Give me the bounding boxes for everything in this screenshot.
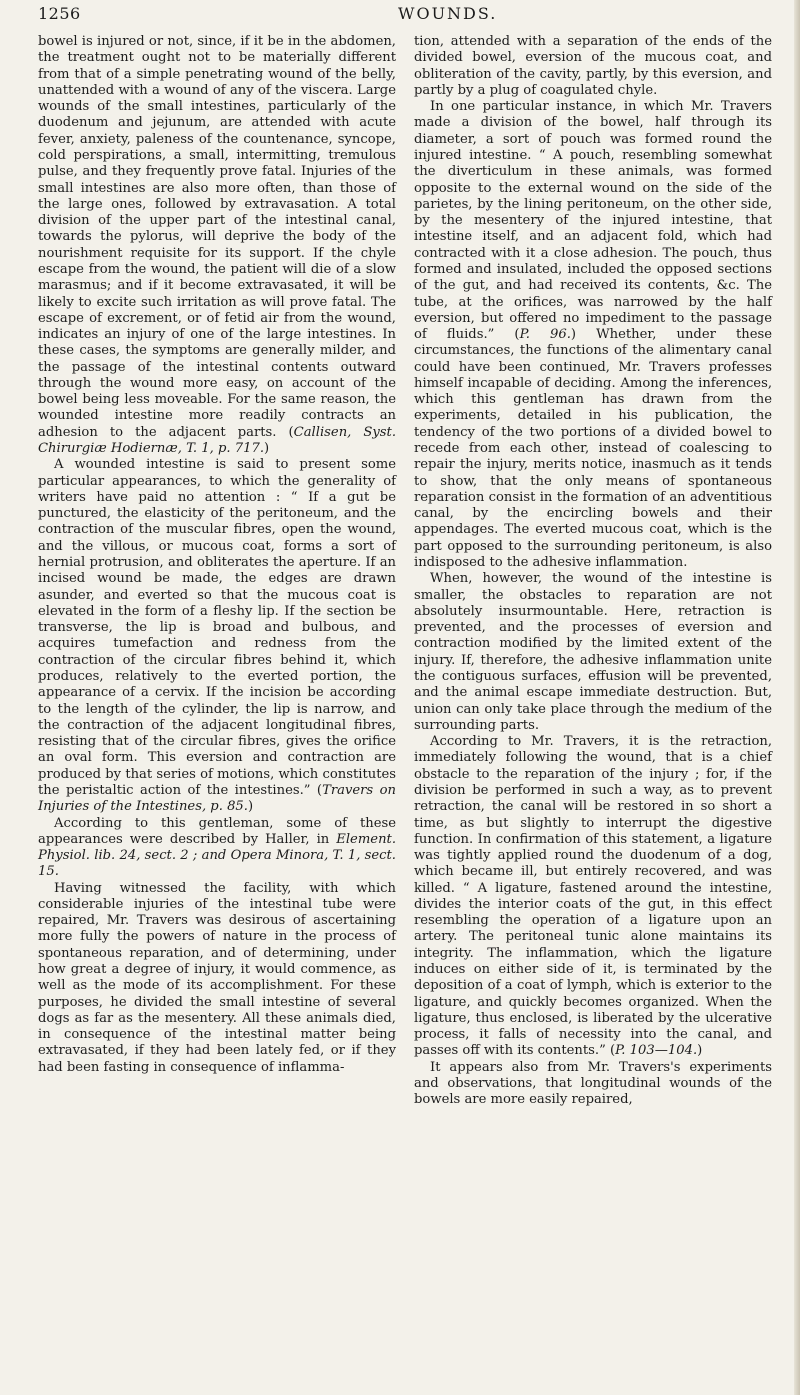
- paragraph: [38, 881, 396, 1076]
- paragraph-text: According to Mr. Travers, it is the retraction, immediately following the wound, that is a chief obstacle to the reparation of the injury ; for, if the division be performed in such a way, as to prevent retraction, the canal will be restored in so short a time, as but slightly to interrupt the digestive function. In confirmation of this statement, a ligature was tightly applied round the duodenum of a dog, which became ill, but entirely recovered, and was killed. “ A ligature, fastened around the intestine, divides the interior coats of the gut, in this effect resembling the operation of a ligature upon an artery. The peritoneal tunic alone maintains its integrity. The inflammation, which the ligature induces on either side of it, is terminated by the deposition of a coat of lymph, which is exterior to the ligature, and quickly becomes organized. When the ligature, thus enclosed, is liberated by the ulcerative process, it falls of necessity into the canal, and passes off with its contents.” (: [414, 734, 772, 1059]
- paragraph: [38, 457, 396, 815]
- paragraph: [414, 571, 772, 734]
- left-column: [38, 34, 396, 1076]
- running-head: WOUNDS.: [398, 4, 498, 23]
- page-edge-shadow: [794, 0, 800, 1395]
- paragraph-tail: ): [247, 799, 254, 815]
- paragraph-text: According to this gentleman, some of these appearances were described by Haller, in: [38, 815, 396, 847]
- paragraph-text: A wounded intestine is said to present some particular appearances, to which the generality of writers have paid no attention : “ If a gut be punctured, the elasticity of the peritoneum, and the contraction of the muscular fibres, open the wound, and the villous, or mucous coat, forms a sort of hernial protrusion, and obliterates the aperture. If an incised wound be made, the edges are drawn asunder, and everted so that the mucous coat is elevated in the form of a fleshy lip. If the section be transverse, the lip is broad and bulbous, and acquires tumefaction and redness from the contraction of the circular fibres behind it, which produces, relatively to the everted portion, the appearance of a cervix. If the incision be according to the length of the cylinder, the lip is narrow, and the contraction of the adjacent longitudinal fibres, resisting that of the circular fibres, gives the orifice an oval form. This eversion and contraction are produced by that series of motions, which constitutes the peristaltic action of the intestines.” (: [38, 457, 396, 798]
- citation-reference: Element. Physiol. lib. 24, sect. 2 ; and Opera Minora, T. 1, sect. 15.: [38, 831, 396, 880]
- paragraph-text: bowel is injured or not, since, if it be in the abdomen, the treatment ought not to be materially different from that of a simple penetrating wound of the belly, unattended with a wound of any of the viscera. Large wounds of the small intestines, particularly of the duodenum and jejunum, are attended with acute fever, anxiety, paleness of the countenance, syncope, cold perspirations, a small, intermitting, tremulous pulse, and they frequently prove fatal. Injuries of the small intestines are also more often, than those of the large ones, followed by extravasation. A total division of the upper part of the intestinal canal, towards the pylorus, will deprive the body of the nourishment requisite for its support. If the chyle escape from the wound, the patient will die of a slow marasmus; and if it become extravasated, it will be likely to excite such irritation as will prove fatal. The escape of excrement, or of fetid air from the wound, indicates an injury of one of the large intestines. In these cases, the symptoms are generally milder, and the passage of the intestinal contents outward through the wound more easy, on account of the bowel being less moveable. For the same reason, the wounded intestine more readily contracts an adhesion to the adjacent parts. (: [38, 34, 396, 440]
- paragraph-tail: ): [697, 1043, 703, 1059]
- paragraph-text: Having witnessed the facility, with which considerable injuries of the intestinal tube were repaired, Mr. Travers was desirous of ascertaining more fully the powers of nature in the process of spontaneous reparation, and of determining, under how great a degree of injury, it would commence, as well as the mode of its accomplishment. For these purposes, he divided the small intestine of several dogs as far as the mesentery. All these animals died, in consequence of the intestinal matter being extravasated, if they had been lately fed, or if they had been fasting in consequence of inflamma-: [38, 880, 396, 1075]
- paragraph-text: tion, attended with a separation of the ends of the divided bowel, eversion of the mucous coat, and obliteration of the cavity, partly, by this eversion, and partly by a plug of coagulated chyle.: [414, 34, 772, 98]
- paragraph-text: When, however, the wound of the intestine is smaller, the obstacles to reparation are not absolutely insurmountable. Here, retraction is prevented, and the processes of eversion and contraction modified by the limited extent of the injury. If, therefore, the adhesive inflammation unite the contiguous surfaces, effusion will be prevented, and the animal escape immediate destruction. But, union can only take place through the medium of the surrounding parts.: [414, 571, 772, 733]
- citation-reference: P. 96.: [519, 327, 571, 343]
- paragraph-text: In one particular instance, in which Mr. Travers made a division of the bowel, half through its diameter, a sort of pouch was formed round the injured intestine. “ A pouch, resembling somewhat the diverticulum in these animals, was formed opposite to the external wound on the side of the parietes, by the lining peritoneum, on the other side, by the mesentery of the injured intestine, that intestine itself, and an adjacent fold, which had contracted with it a close adhesion. The pouch, thus formed and insulated, included the opposed sections of the gut, and had received its contents, &c. The tube, at the orifices, was narrowed by the half eversion, but offered no impediment to the passage of fluids.” (: [414, 99, 772, 343]
- paragraph: [38, 34, 396, 457]
- paragraph: [414, 34, 772, 99]
- citation-reference: Travers on Injuries of the Intestines, p. 85.: [38, 782, 396, 815]
- paragraph: [414, 99, 772, 571]
- page-number: 1256: [38, 4, 81, 23]
- paragraph-tail: ) Whether, under these circumstances, the functions of the alimentary canal could have been continued, Mr. Travers professes himself incapable of deciding. Among the inferences, which this gentleman has drawn from the experiments, detailed in his publication, the tendency of the two portions of a divided bowel to recede from each other, instead of coalescing to repair the injury, merits notice, inasmuch as it tends to show, that the only means of spontaneous reparation consist in the formation of an adventitious canal, by the encircling bowels and their appendages. The everted mucous coat, which is the part opposed to the surrounding peritoneum, is also indisposed to the adhesive inflammation.: [414, 327, 772, 570]
- citation-reference: P. 103—104.: [615, 1043, 698, 1059]
- page-header: [38, 0, 794, 32]
- paragraph-tail: ): [264, 441, 270, 457]
- paragraph-text: It appears also from Mr. Travers's experiments and observations, that longitudinal wounds of the bowels are more easily repaired,: [414, 1059, 772, 1108]
- paragraph: [414, 734, 772, 1060]
- citation-reference: Callisen, Syst. Chirurgiæ Hodiernæ, T. 1, p. 717.: [38, 424, 397, 457]
- paragraph: [414, 1060, 772, 1109]
- paragraph: [38, 816, 396, 881]
- right-column: [414, 34, 772, 1109]
